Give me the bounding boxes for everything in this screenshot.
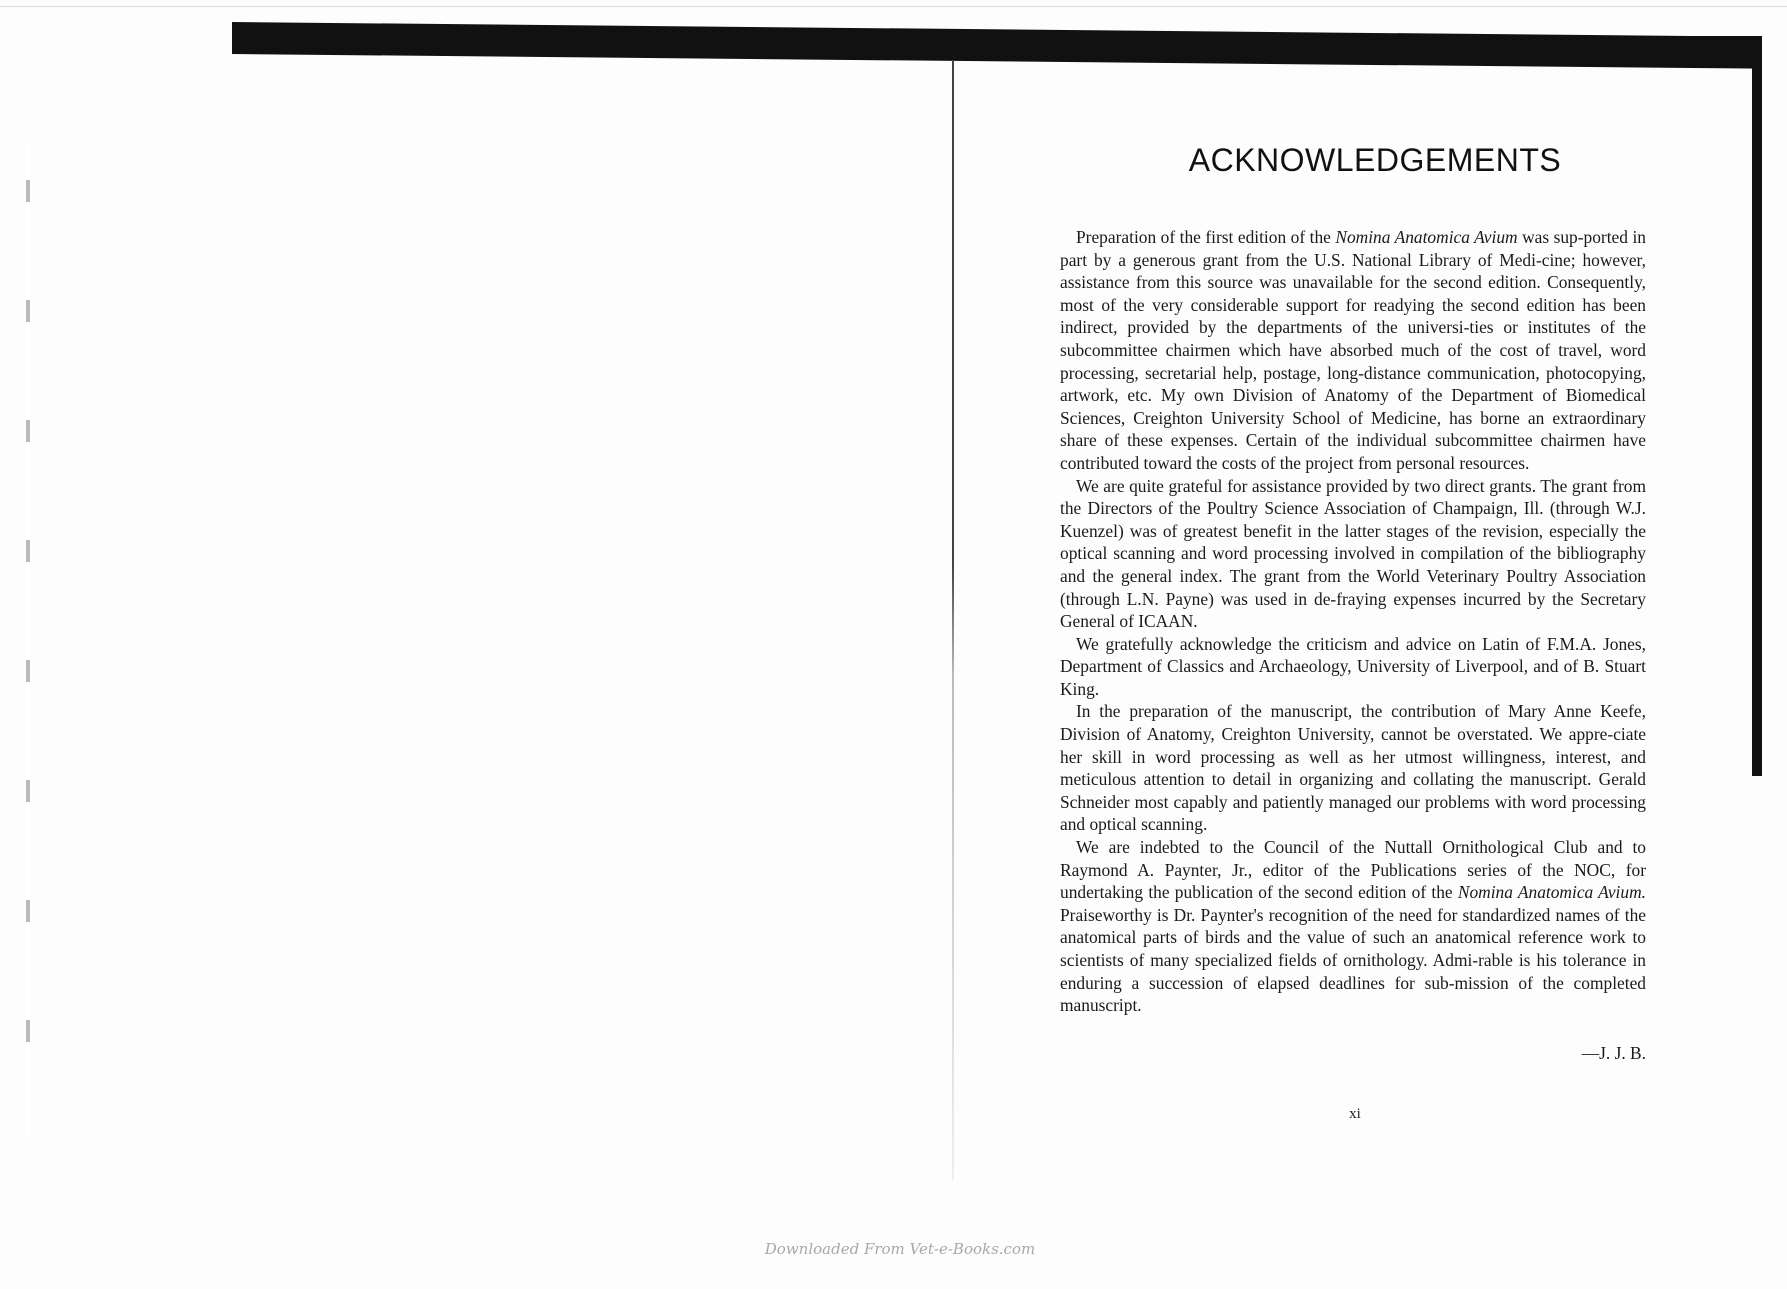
page-heading: ACKNOWLEDGEMENTS — [1188, 142, 1562, 178]
book-spine — [952, 60, 954, 1180]
paragraph-4 — [1060, 700, 1646, 836]
italic-title: Nomina Anatomica Avium. — [1457, 882, 1646, 903]
paragraph-5 — [1060, 836, 1646, 1017]
page-number: xi — [1349, 1106, 1361, 1122]
acknowledgements-body — [1060, 226, 1646, 1017]
text-run: Praiseworthy is Dr. Paynter's recognition of the need for standardized names of the anatomical parts of birds and the value of such an anatomical reference work to scientists of many specialized fields of ornithology. Admi-rable is his tolerance in enduring a succession of elapsed deadlines for sub-mission of the completed manuscript. — [1060, 904, 1646, 1016]
scan-shadow-right — [1752, 56, 1762, 776]
text-run: We are quite grateful for assistance provided by two direct grants. The grant from the Directors of the Poultry Science Association of Champaign, Ill. (through W.J. Kuenzel) was of greatest benefit in the latter stages of the revision, especially the optical scanning and word processing involved in compilation of the bibliography and the general index. The grant from the World Veterinary Poultry Association (through L.N. Payne) was used in de-fraying expenses incurred by the Secretary General of ICAAN. — [1060, 475, 1646, 632]
italic-title: Nomina Anatomica Avium — [1335, 227, 1518, 247]
text-run: We gratefully acknowledge the criticism and advice on Latin of F.M.A. Jones, Department of Classics and Archaeology, University of Liverpool, and of B. Stuart King. — [1060, 633, 1646, 699]
author-signature: —J. J. B. — [1581, 1043, 1646, 1063]
paragraph-2 — [1060, 475, 1646, 633]
text-run: Preparation of the first edition of the — [1076, 227, 1336, 247]
text-run: In the preparation of the manuscript, the contribution of Mary Anne Keefe, Division of Anatomy, Creighton University, cannot be overstated. We appre-ciate her skill in word processing as well as her utmost willingness, interest, and meticulous attention to detail in organizing and collating the manuscript. Gerald Schneider most capably and patiently managed our problems with word processing and optical scanning. — [1060, 701, 1646, 835]
scan-edge-line — [0, 6, 1787, 7]
download-watermark: Downloaded From Vet-e-Books.com — [764, 1240, 1036, 1258]
scan-shadow-top-right — [1600, 36, 1762, 62]
text-run: We are indebted to the Council of the Nuttall Ornithological Club and to Raymond A. Paynter, Jr., editor of the Publications series of the NOC, for undertaking the publication of the second edition of the — [1060, 837, 1646, 903]
scan-shadow-top — [232, 22, 1762, 69]
paragraph-3 — [1060, 633, 1646, 701]
text-run: was sup-ported in part by a generous grant from the U.S. National Library of Medi-cine; however, assistance from this source was unavailable for the second edition. Consequently, most of the very considerable support for readying the second edition has been indirect, provided by the departments of the universi-ties or institutes of the subcommittee chairmen which have absorbed much of the cost of travel, word processing, secretarial help, postage, long-distance communication, photocopying, artwork, etc. My own Division of Anatomy of the Department of Biomedical Sciences, Creighton University School of Medicine, has borne an extraordinary share of these expenses. Certain of the individual subcommittee chairmen have contributed toward the costs of the project from personal resources. — [1060, 227, 1646, 473]
paragraph-1 — [1060, 226, 1646, 475]
scan-edge-marks — [26, 140, 30, 1140]
